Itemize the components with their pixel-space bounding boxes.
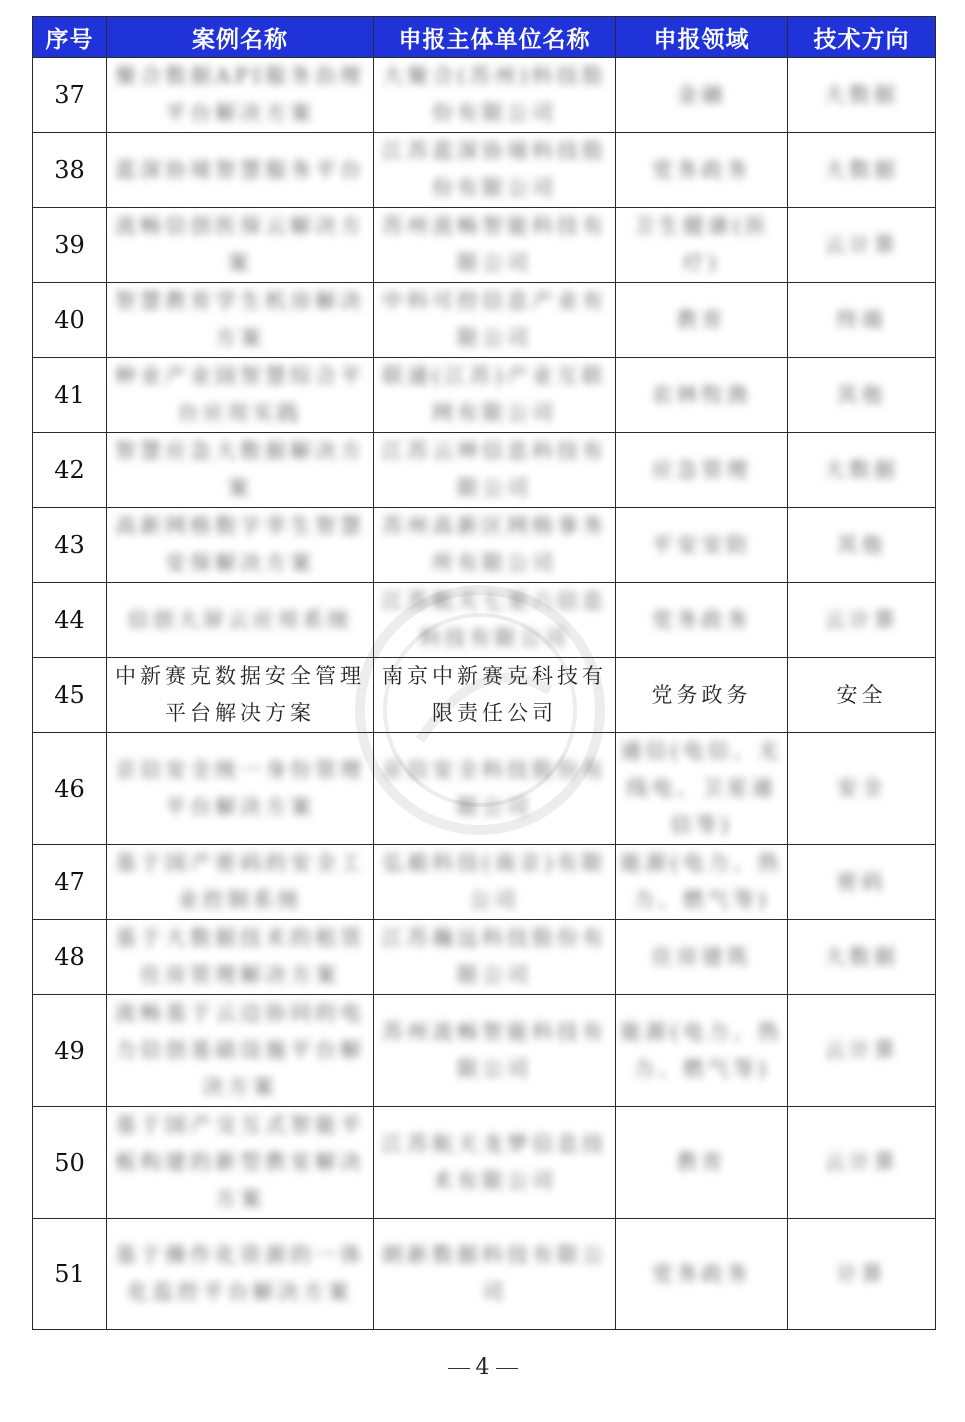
cell-organization: 苏州流畅智能科技有限公司 bbox=[374, 208, 616, 283]
cell-case-name: 高新网格数字孪生智慧安保解决方案 bbox=[107, 508, 374, 583]
cell-field: 党务政务 bbox=[616, 133, 788, 208]
table-row bbox=[33, 733, 936, 845]
table-row bbox=[33, 658, 936, 733]
cell-case-name: 聚合数据API服务治理平台解决方案 bbox=[107, 58, 374, 133]
cell-tech-direction: 大数据 bbox=[788, 433, 936, 508]
table-row bbox=[33, 433, 936, 508]
cell-organization: 弘毅科技(南京)有限公司 bbox=[374, 845, 616, 920]
header-tech-direction: 技术方向 bbox=[788, 17, 936, 58]
cell-field: 卫生健康(医疗) bbox=[616, 208, 788, 283]
cell-field: 党务政务 bbox=[616, 583, 788, 658]
cell-field: 农林牧渔 bbox=[616, 358, 788, 433]
page-number: 4 bbox=[475, 1355, 490, 1380]
cell-case-name: 种业产业园智慧综合平台应用实践 bbox=[107, 358, 374, 433]
cell-index: 38 bbox=[33, 133, 107, 208]
cell-case-name: 智慧教育学生机房解决方案 bbox=[107, 283, 374, 358]
cell-index: 51 bbox=[33, 1219, 107, 1330]
cell-tech-direction: 云计算 bbox=[788, 995, 936, 1107]
case-table bbox=[32, 16, 936, 1330]
page-footer bbox=[0, 1355, 965, 1380]
table-body bbox=[33, 58, 936, 1330]
header-index: 序号 bbox=[33, 17, 107, 58]
cell-field: 能源(电力、热力、燃气等) bbox=[616, 845, 788, 920]
table-header-row bbox=[33, 17, 936, 58]
cell-tech-direction: 密码 bbox=[788, 845, 936, 920]
cell-field: 通信(电信、无线电、卫星通信等) bbox=[616, 733, 788, 845]
cell-tech-direction: 其他 bbox=[788, 508, 936, 583]
cell-case-name: 信创大屏云应用系统 bbox=[107, 583, 374, 658]
header-organization: 申报主体单位名称 bbox=[374, 17, 616, 58]
cell-tech-direction: 大数据 bbox=[788, 920, 936, 995]
cell-case-name: 基于操作化资源的一体化监控平台解决方案 bbox=[107, 1219, 374, 1330]
cell-case-name: 智慧应急大数据解决方案 bbox=[107, 433, 374, 508]
cell-index: 47 bbox=[33, 845, 107, 920]
cell-tech-direction: 大数据 bbox=[788, 133, 936, 208]
footer-dash-right bbox=[496, 1368, 518, 1369]
cell-tech-direction: 其他 bbox=[788, 358, 936, 433]
header-field: 申报领域 bbox=[616, 17, 788, 58]
cell-field: 平安安防 bbox=[616, 508, 788, 583]
cell-index: 39 bbox=[33, 208, 107, 283]
cell-tech-direction: 大数据 bbox=[788, 58, 936, 133]
cell-case-name: 基于大数据技术的租赁住房管理解决方案 bbox=[107, 920, 374, 995]
cell-tech-direction: 安全 bbox=[788, 658, 936, 733]
cell-index: 46 bbox=[33, 733, 107, 845]
table-row bbox=[33, 995, 936, 1107]
cell-organization: 南京中新赛克科技有限责任公司 bbox=[374, 658, 616, 733]
cell-index: 42 bbox=[33, 433, 107, 508]
cell-organization: 江苏蓝深协境科技股份有限公司 bbox=[374, 133, 616, 208]
cell-index: 41 bbox=[33, 358, 107, 433]
cell-index: 37 bbox=[33, 58, 107, 133]
header-case-name: 案例名称 bbox=[107, 17, 374, 58]
table-row bbox=[33, 845, 936, 920]
cell-index: 44 bbox=[33, 583, 107, 658]
table-row bbox=[33, 283, 936, 358]
cell-index: 45 bbox=[33, 658, 107, 733]
cell-tech-direction: 计算 bbox=[788, 1219, 936, 1330]
cell-organization: 中科可控信息产业有限公司 bbox=[374, 283, 616, 358]
table-row bbox=[33, 358, 936, 433]
cell-organization: 京信安全科技股份有限公司 bbox=[374, 733, 616, 845]
cell-organization: 江苏航天龙梦信息技术有限公司 bbox=[374, 1107, 616, 1219]
cell-organization: 大聚合(苏州)科技股份有限公司 bbox=[374, 58, 616, 133]
cell-field: 应急管理 bbox=[616, 433, 788, 508]
cell-organization: 江苏航天七星六信息科技有限公司 bbox=[374, 583, 616, 658]
cell-field: 教育 bbox=[616, 1107, 788, 1219]
cell-tech-direction: 终端 bbox=[788, 283, 936, 358]
cell-index: 40 bbox=[33, 283, 107, 358]
cell-organization: 联通(江苏)产业互联网有限公司 bbox=[374, 358, 616, 433]
table-row bbox=[33, 1219, 936, 1330]
table-row bbox=[33, 1107, 936, 1219]
cell-organization: 朗新数据科技有限公司 bbox=[374, 1219, 616, 1330]
cell-field: 能源(电力、热力、燃气等) bbox=[616, 995, 788, 1107]
cell-case-name: 基于国产密码的安全工业控制系统 bbox=[107, 845, 374, 920]
table-row bbox=[33, 920, 936, 995]
cell-case-name: 基于国产交互式智能平板构建的新型教室解决方案 bbox=[107, 1107, 374, 1219]
table-row bbox=[33, 58, 936, 133]
cell-field: 教育 bbox=[616, 283, 788, 358]
cell-field: 党务政务 bbox=[616, 1219, 788, 1330]
cell-field: 党务政务 bbox=[616, 658, 788, 733]
table-row bbox=[33, 583, 936, 658]
cell-tech-direction: 云计算 bbox=[788, 583, 936, 658]
cell-case-name: 京信安全统一身份管理平台解决方案 bbox=[107, 733, 374, 845]
cell-index: 49 bbox=[33, 995, 107, 1107]
cell-case-name: 流畅信创医保云解决方案 bbox=[107, 208, 374, 283]
cell-organization: 苏州流畅智能科技有限公司 bbox=[374, 995, 616, 1107]
cell-organization: 江苏云坤信息科技有限公司 bbox=[374, 433, 616, 508]
cell-field: 住房建筑 bbox=[616, 920, 788, 995]
cell-case-name: 流畅基于云边协同的电力信创基础设施平台解决方案 bbox=[107, 995, 374, 1107]
table-row bbox=[33, 508, 936, 583]
cell-field: 金融 bbox=[616, 58, 788, 133]
cell-index: 48 bbox=[33, 920, 107, 995]
cell-organization: 江苏瀚远科技股份有限公司 bbox=[374, 920, 616, 995]
cell-tech-direction: 云计算 bbox=[788, 208, 936, 283]
cell-tech-direction: 云计算 bbox=[788, 1107, 936, 1219]
table-row bbox=[33, 133, 936, 208]
cell-tech-direction: 安全 bbox=[788, 733, 936, 845]
cell-case-name: 蓝深协境智慧服务平台 bbox=[107, 133, 374, 208]
cell-index: 43 bbox=[33, 508, 107, 583]
footer-dash-left bbox=[448, 1368, 470, 1369]
cell-organization: 苏州高新区网格事务所有限公司 bbox=[374, 508, 616, 583]
table-row bbox=[33, 208, 936, 283]
cell-index: 50 bbox=[33, 1107, 107, 1219]
cell-case-name: 中新赛克数据安全管理平台解决方案 bbox=[107, 658, 374, 733]
